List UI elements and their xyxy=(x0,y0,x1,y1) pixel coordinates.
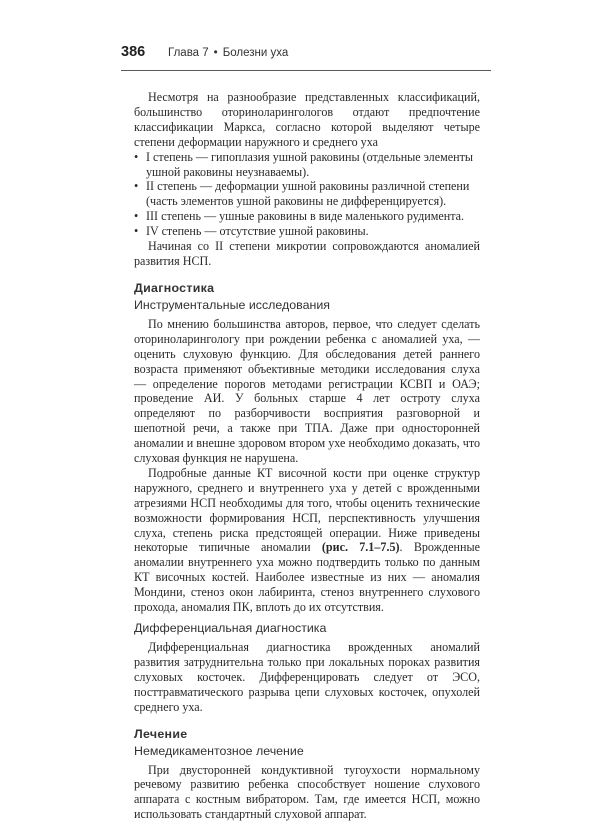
running-title xyxy=(168,47,288,59)
differential-paragraph: Дифференциальная диагностика врожденных аномалий развития затруднительна только при локальных пороках развития слуховых косточек. Дифференцировать следует от ЭСО, посттравматического разрыва цепи слуховых косточек, опухолей среднего уха. xyxy=(134,640,480,714)
paragraph-text: . Врожденные аномалии внутреннего уха можно подтвердить только по данным КТ височных костей. Наиболее известные из них — аномалия Мондини, стеноз окон лабиринта, стеноз внутреннего слухового прохода, аномалия ПК, вплоть до их отсутствия. xyxy=(134,540,480,615)
nondrug-paragraph: При двусторонней кондуктивной тугоухости нормальному речевому развитию ребенка способствует ношение слухового аппарата с костным вибратором. Там, где имеется НСП, можно использовать стандартный слуховой аппарат. xyxy=(134,762,480,822)
nondrug-subheading: Немедикаментозное лечение xyxy=(134,743,304,758)
intro-closing: Начиная со II степени микротии сопровождаются аномалией развития НСП. xyxy=(134,239,480,268)
treatment-heading: Лечение xyxy=(134,726,188,741)
header-separator: • xyxy=(213,47,218,59)
page-body xyxy=(134,90,480,822)
instrumental-paragraph-2 xyxy=(134,466,480,615)
section-label: Болезни уха xyxy=(222,47,289,59)
paragraph-text: Подробные данные КТ височной кости при оценке структур наружного, среднего и внутреннего уха у детей с врожденными атрезиями НСП необходимы для того, чтобы оценить технические возможности формирования НСП, перспективность улучшения слуха, степень риска предстоящей операции. Ниже приведены некоторые типичные аномалии xyxy=(134,465,480,555)
page-number: 386 xyxy=(121,44,146,60)
differential-subheading: Дифференциальная диагностика xyxy=(134,621,327,635)
degree-list xyxy=(134,150,480,239)
intro-paragraph: Несмотря на разнообразие представленных классификаций, большинство оториноларингологов отдают предпочтение классификации Маркса, согласно которой выделяют четыре степени деформации наружного и среднего уха xyxy=(134,90,480,149)
list-item: • II степень — деформации ушной раковины различной степени (часть элементов ушной раковины не дифференцируется). xyxy=(146,179,480,209)
chapter-label: Глава 7 xyxy=(168,47,209,59)
list-item: • IV степень — отсутствие ушной раковины. xyxy=(146,224,480,239)
list-item: • I степень — гипоплазия ушной раковины (отдельные элементы ушной раковины неузнаваемы). xyxy=(146,150,480,180)
list-item: • III степень — ушные раковины в виде маленького рудимента. xyxy=(146,209,480,224)
diagnostics-heading: Диагностика xyxy=(134,280,215,295)
instrumental-subheading: Инструментальные исследования xyxy=(134,297,330,312)
running-header xyxy=(121,38,491,71)
figure-reference: (рис. 7.1–7.5) xyxy=(321,540,400,555)
instrumental-paragraph-1: По мнению большинства авторов, первое, что следует сделать оториноларингологу при рождении ребенка с аномалией уха, — оценить слуховую функцию. Для обследования детей раннего возраста применяют объективные методики исследования слуха — определение порогов методами регистрации КСВП и ОАЭ; проведение АИ. У больных старше 4 лет остроту слуха определяют по разборчивости восприятия разговорной и шепотной речи, а также при ТПА. Даже при односторонней аномалии и внешне здоровом втором ухе необходимо доказать, что слуховая функция не нарушена. xyxy=(134,316,480,466)
